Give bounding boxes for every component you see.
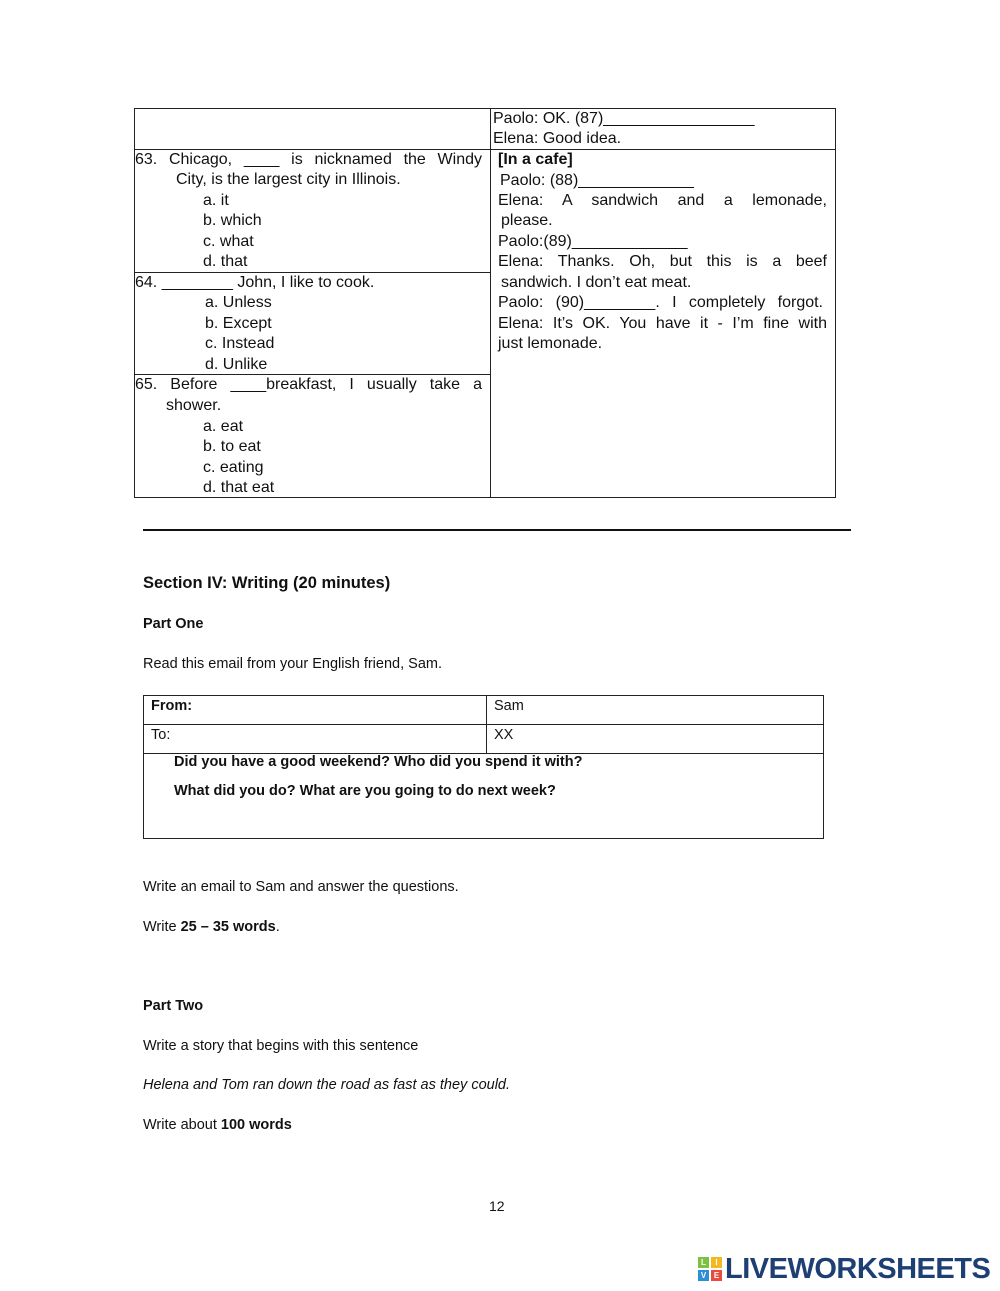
word-count: 100 words [220, 1117, 292, 1133]
option[interactable]: b. to eat [203, 438, 261, 455]
option[interactable]: d. Unlike [205, 356, 268, 373]
logo-tile: I [711, 1257, 722, 1268]
from-value: Sam [494, 698, 524, 714]
option[interactable]: a. Unless [205, 294, 272, 311]
story-intro: Write a story that begins with this sentence [143, 1038, 419, 1054]
option[interactable]: c. Instead [205, 335, 275, 352]
option[interactable]: a. it [203, 192, 229, 209]
liveworksheets-logo [697, 1254, 990, 1284]
table-divider [490, 108, 491, 498]
dialogue-line: Elena: A sandwich and a lemonade, [498, 192, 827, 209]
from-label: From: [151, 698, 193, 714]
option[interactable]: a. eat [203, 418, 244, 435]
dialogue-line: just lemonade. [498, 335, 603, 352]
text: Write [143, 919, 181, 935]
dialogue-line: Elena: Good idea. [493, 130, 622, 147]
email-question: What did you do? What are you going to do next week? [174, 783, 556, 799]
page-number: 12 [489, 1198, 505, 1214]
dialogue-line: Elena: Thanks. Oh, but this is a beef [498, 253, 827, 270]
dialogue-line: please. [501, 212, 553, 229]
text: Write about [143, 1117, 221, 1133]
question-text: shower. [166, 397, 222, 414]
section-title: Section IV: Writing (20 minutes) [143, 574, 391, 592]
logo-tiles-icon [697, 1256, 723, 1282]
option[interactable]: d. that eat [203, 479, 275, 496]
dialogue-line: Elena: It’s OK. You have it - I’m fine with [498, 315, 827, 332]
dialogue-heading: [In a cafe] [498, 151, 573, 168]
logo-text: LIVEWORKSHEETS [725, 1253, 991, 1285]
dialogue-line: Paolo: OK. (87)_________________ [493, 110, 755, 127]
dialogue-line: sandwich. I don’t eat meat. [501, 274, 692, 291]
table-divider [143, 724, 824, 725]
option[interactable]: c. eating [203, 459, 264, 476]
option[interactable]: d. that [203, 253, 248, 270]
word-count-instruction [143, 1116, 292, 1134]
option[interactable]: b. Except [205, 315, 272, 332]
section-divider [143, 529, 851, 531]
word-count-instruction [143, 918, 280, 936]
option[interactable]: c. what [203, 233, 254, 250]
story-sentence: Helena and Tom ran down the road as fast as they could. [143, 1077, 511, 1093]
dialogue-line: Paolo:(89)_____________ [498, 233, 688, 250]
dialogue-line: Paolo: (88)_____________ [500, 172, 694, 189]
to-value: XX [494, 727, 514, 743]
email-question: Did you have a good weekend? Who did you spend it with? [174, 754, 583, 770]
logo-tile: L [698, 1257, 709, 1268]
instruction: Write an email to Sam and answer the questions. [143, 879, 459, 895]
logo-tile: E [711, 1270, 722, 1281]
word-count: 25 – 35 words [180, 919, 276, 935]
dialogue-line: Paolo: (90)________. I completely forgot. [498, 294, 823, 311]
question-text: 64. ________ John, I like to cook. [135, 274, 375, 291]
to-label: To: [151, 727, 171, 743]
question-text: 63. Chicago, ____ is nicknamed the Windy [135, 151, 482, 168]
question-text: 65. Before ____breakfast, I usually take a [135, 376, 482, 393]
part-one-heading: Part One [143, 616, 204, 632]
email-intro: Read this email from your English friend, Sam. [143, 656, 442, 672]
text: . [275, 919, 280, 935]
part-two-heading: Part Two [143, 998, 204, 1014]
logo-tile: V [698, 1270, 709, 1281]
question-text: City, is the largest city in Illinois. [176, 171, 401, 188]
option[interactable]: b. which [203, 212, 262, 229]
